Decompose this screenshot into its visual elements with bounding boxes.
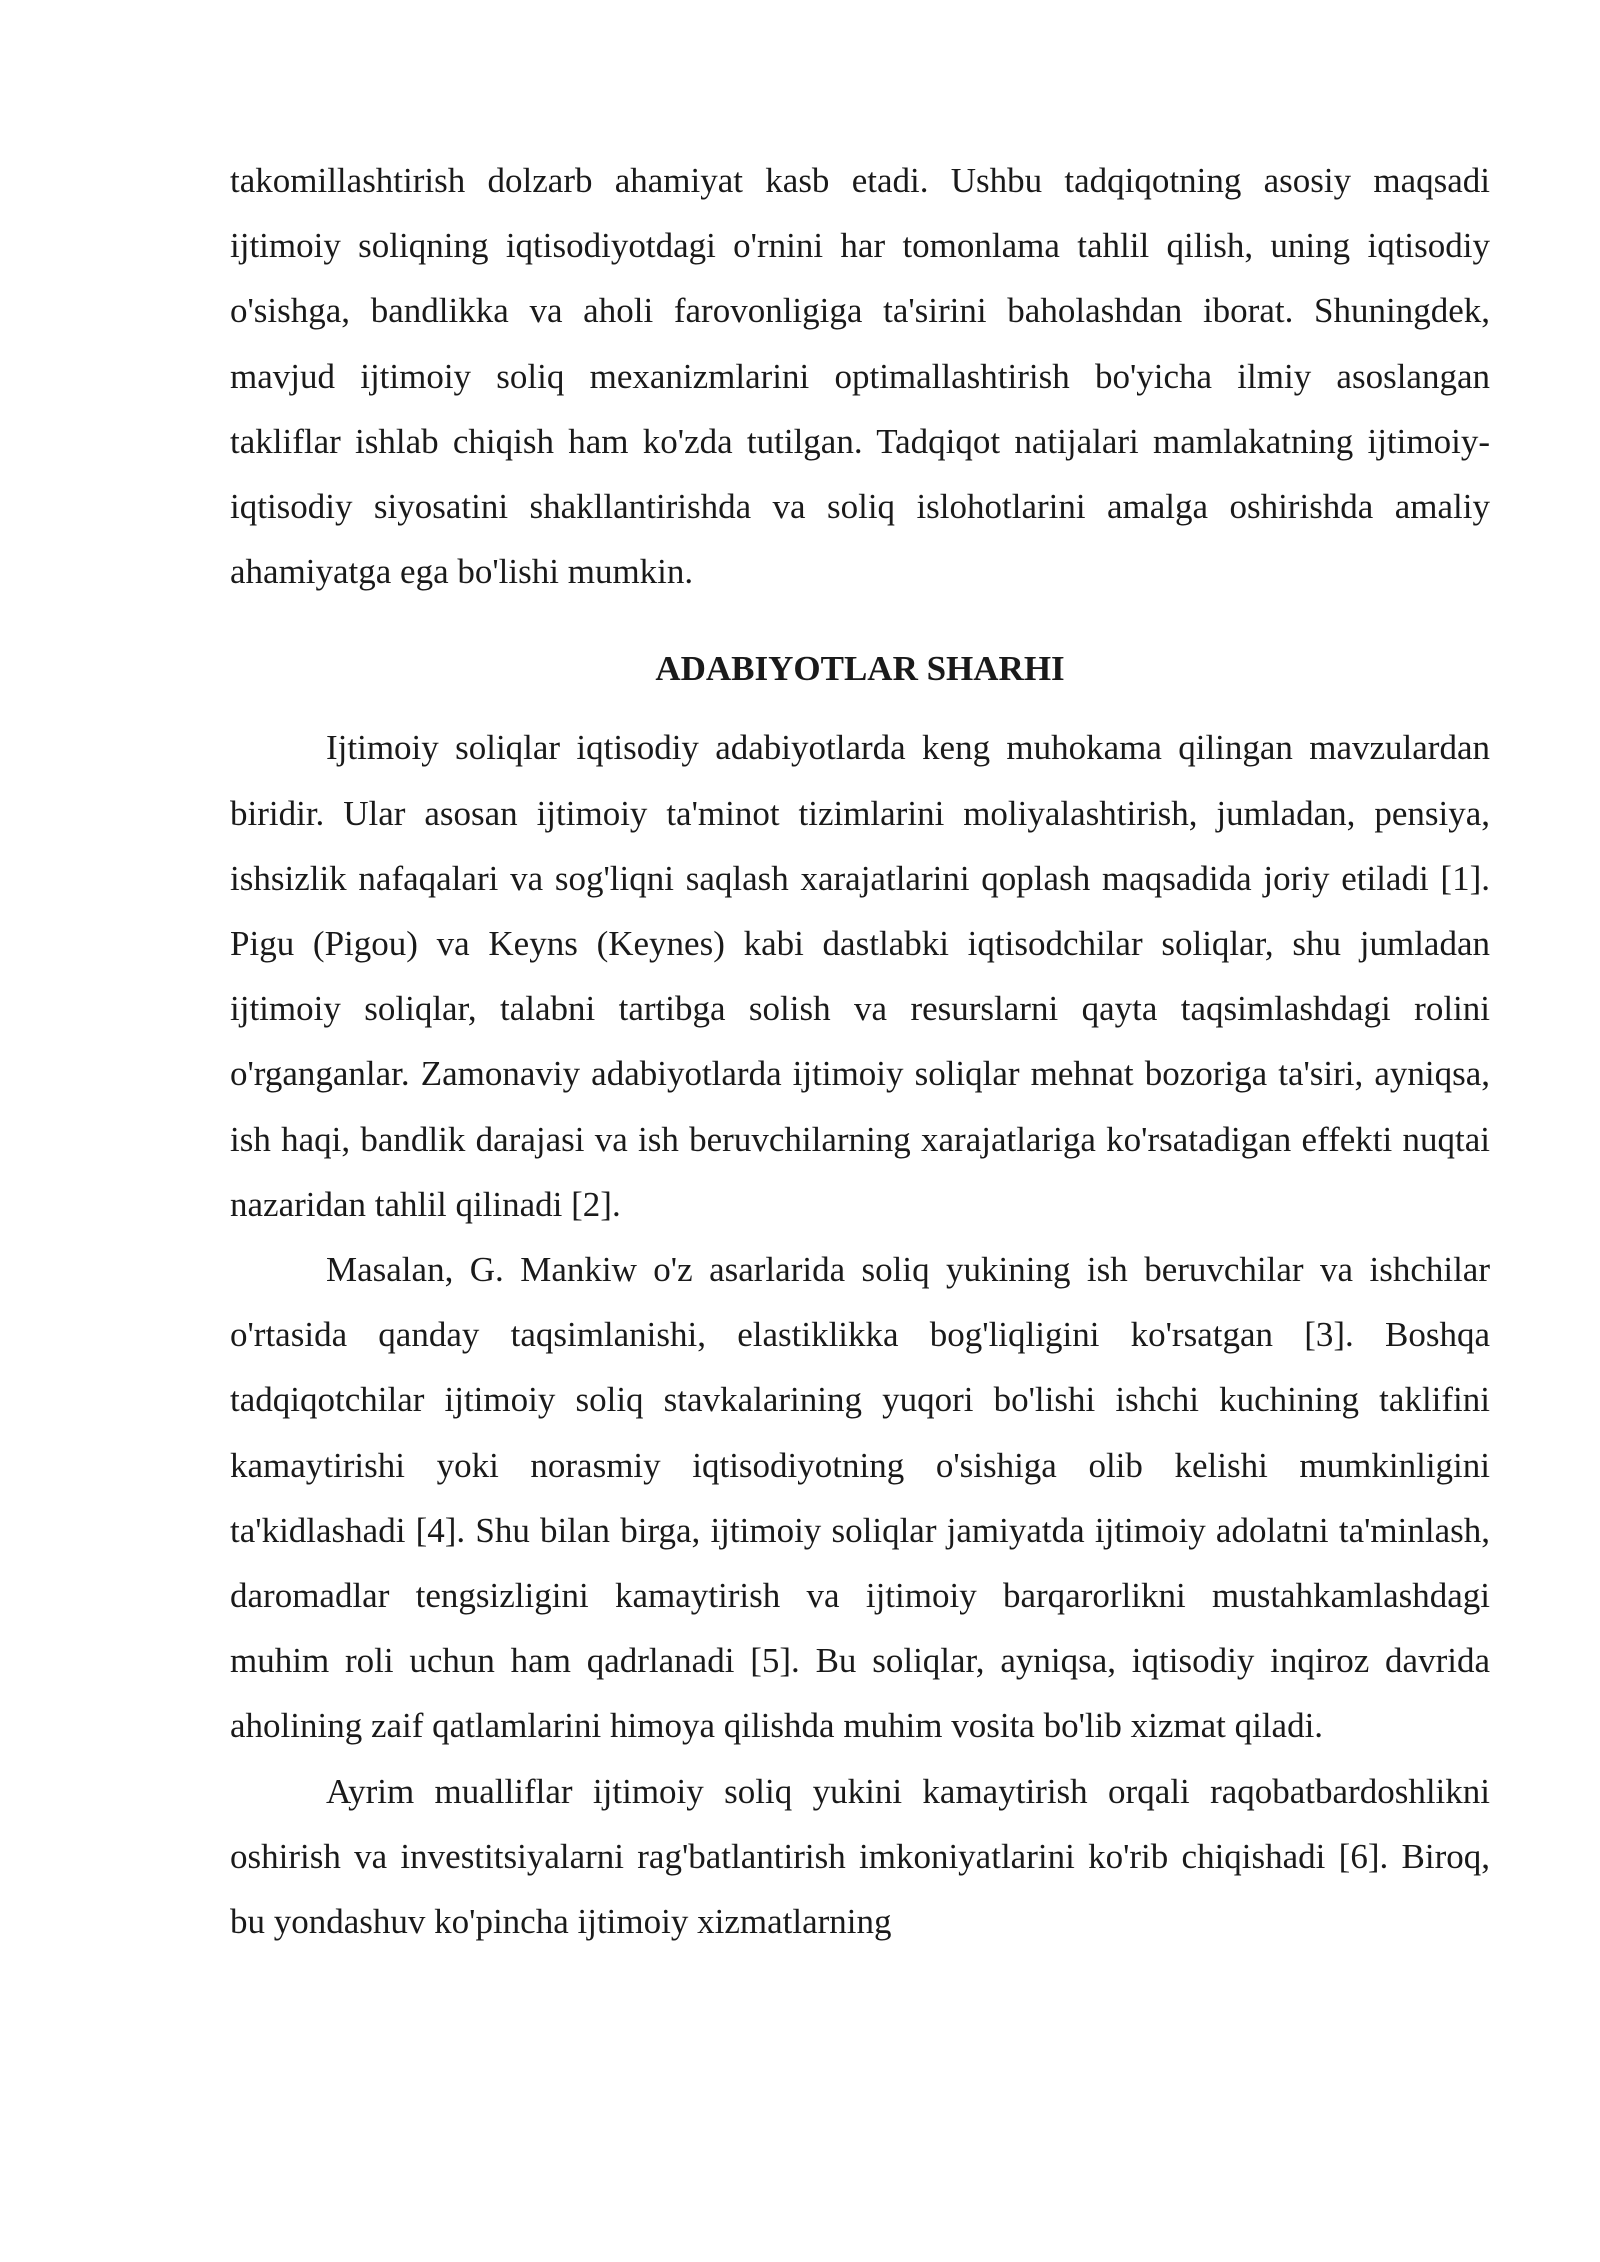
body-paragraph: Ijtimoiy soliqlar iqtisodiy adabiyotlarda keng muhokama qilingan mavzulardan biridir. Ular asosan ijtimoiy ta'minot tizimlarini moliyalashtirish, jumladan, pensiya, ishsizlik nafaqalari va sog'liqni saqlash xarajatlarini qoplash maqsadida joriy etiladi [1]. Pigu (Pigou) va Keyns (Keynes) kabi dastlabki iqtisodchilar soliqlar, shu jumladan ijtimoiy soliqlar, talabni tartibga solish va resurslarni qayta taqsimlashdagi rolini o'rganganlar. Zamonaviy adabiyotlarda ijtimoiy soliqlar mehnat bozoriga ta'siri, ayniqsa, ish haqi, bandlik darajasi va ish beruvchilarning xarajatlariga ko'rsatadigan effekti nuqtai nazaridan tahlil qilinadi [2]. — [230, 728, 1490, 1224]
body-paragraph: Masalan, G. Mankiw o'z asarlarida soliq yukining ish beruvchilar va ishchilar o'rtasida qanday taqsimlanishi, elastiklikka bog'liqligini ko'rsatgan [3]. Boshqa tadqiqotchilar ijtimoiy soliq stavkalarining yuqori bo'lishi ishchi kuchining taklifini kamaytirishi yoki norasmiy iqtisodiyotning o'sishiga olib kelishi mumkinligini ta'kidlashadi [4]. Shu bilan birga, ijtimoiy soliqlar jamiyatda ijtimoiy adolatni ta'minlash, daromadlar tengsizligini kamaytirish va ijtimoiy barqarorlikni mustahkamlashdagi muhim roli uchun ham qadrlanadi [5]. Bu soliqlar, ayniqsa, iqtisodiy inqiroz davrida aholining zaif qatlamlarini himoya qilishda muhim vosita bo'lib xizmat qiladi. — [230, 1250, 1490, 1746]
section-heading: ADABIYOTLAR SHARHI — [655, 649, 1065, 689]
intro-paragraph: takomillashtirish dolzarb ahamiyat kasb etadi. Ushbu tadqiqotning asosiy maqsadi ijtimoiy soliqning iqtisodiyotdagi o'rnini har tomonlama tahlil qilish, uning iqtisodiy o'sishga, bandlikka va aholi farovonligiga ta'sirini baholashdan iborat. Shuningdek, mavjud ijtimoiy soliq mexanizmlarini optimallashtirish bo'yicha ilmiy asoslangan takliflar ishlab chiqish ham ko'zda tutilgan. Tadqiqot natijalari mamlakatning ijtimoiy-iqtisodiy siyosatini shakllantirishda va soliq islohotlarini amalga oshirishda amaliy ahamiyatga ega bo'lishi mumkin. — [230, 161, 1490, 592]
body-paragraph: Ayrim mualliflar ijtimoiy soliq yukini kamaytirish orqali raqobatbardoshlikni oshirish va investitsiyalarni rag'batlantirish imkoniyatlarini ko'rib chiqishadi [6]. Biroq, bu yondashuv ko'pincha ijtimoiy xizmatlarning — [230, 1771, 1490, 1942]
page-body — [230, 148, 1490, 1954]
